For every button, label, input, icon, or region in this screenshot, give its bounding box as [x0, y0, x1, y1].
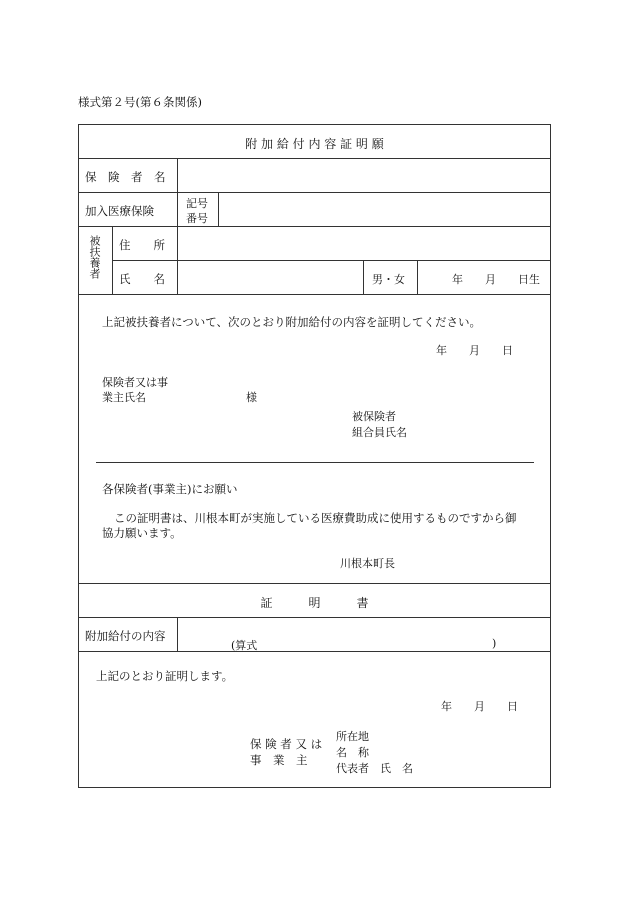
formula-open: (算式	[231, 639, 258, 652]
location-label: 所在地	[336, 730, 369, 743]
insured-line1: 被保険者	[352, 410, 396, 423]
certificate-statement: 上記のとおり証明します。	[96, 669, 234, 683]
notice-signature: 川根本町長	[340, 557, 395, 570]
gender-selector[interactable]: 男・女	[372, 273, 405, 286]
formula-field[interactable]	[260, 632, 490, 650]
dependent-label: 被扶養者	[88, 235, 101, 279]
name-label: 氏 名	[119, 272, 165, 286]
request-date[interactable]: 年 月 日	[436, 344, 513, 357]
insurance-label: 加入医療保険	[85, 204, 154, 218]
notice-body-line2: 協力願います。	[102, 526, 182, 540]
company-label: 名 称	[336, 746, 369, 759]
birth-date-field[interactable]: 年 月 日生	[452, 273, 540, 286]
divider-name	[78, 294, 551, 295]
address-label: 住 所	[119, 238, 165, 252]
content-label: 附加給付の内容	[85, 629, 166, 643]
certificate-date[interactable]: 年 月 日	[441, 700, 518, 713]
notice-heading: 各保険者(事業主)にお願い	[102, 482, 238, 496]
vline-gender-left	[363, 260, 364, 294]
addressee-line1: 保険者又は事	[102, 376, 168, 389]
honorific-sama: 様	[246, 391, 257, 404]
divider-request	[96, 462, 534, 463]
divider-notice	[78, 583, 551, 584]
vline-dependent	[112, 226, 113, 294]
issuer-line1: 保 険 者 又 は	[250, 737, 323, 751]
divider-content	[78, 651, 551, 652]
formula-close: )	[492, 637, 497, 650]
vline-insurance	[177, 192, 178, 226]
form-title: 附 加 給 付 内 容 証 明 願	[245, 137, 384, 151]
bango-label: 番号	[186, 212, 208, 225]
insured-line2: 組合員氏名	[352, 426, 407, 439]
notice-body-line1: この証明書は、川根本町が実施している医療費助成に使用するものですから御	[114, 511, 517, 525]
vline-content	[177, 617, 178, 651]
name-field[interactable]	[178, 261, 362, 294]
issuer-line2: 事 業 主	[250, 753, 308, 767]
insurer-field[interactable]	[178, 159, 550, 192]
divider-cert-title	[78, 617, 551, 618]
kigo-label: 記号	[186, 197, 208, 210]
request-text: 上記被扶養者について、次のとおり附加給付の内容を証明してください。	[102, 315, 482, 329]
certificate-title: 証 明 書	[260, 596, 369, 610]
insurance-number-field[interactable]	[219, 193, 550, 226]
vline-gender-right	[417, 260, 418, 294]
insurer-label: 保 険 者 名	[85, 170, 166, 184]
addressee-line2: 業主氏名	[102, 391, 146, 404]
representative-label: 代表者 氏 名	[336, 762, 413, 775]
address-field[interactable]	[178, 227, 550, 260]
form-number: 様式第２号(第６条関係)	[78, 95, 202, 109]
